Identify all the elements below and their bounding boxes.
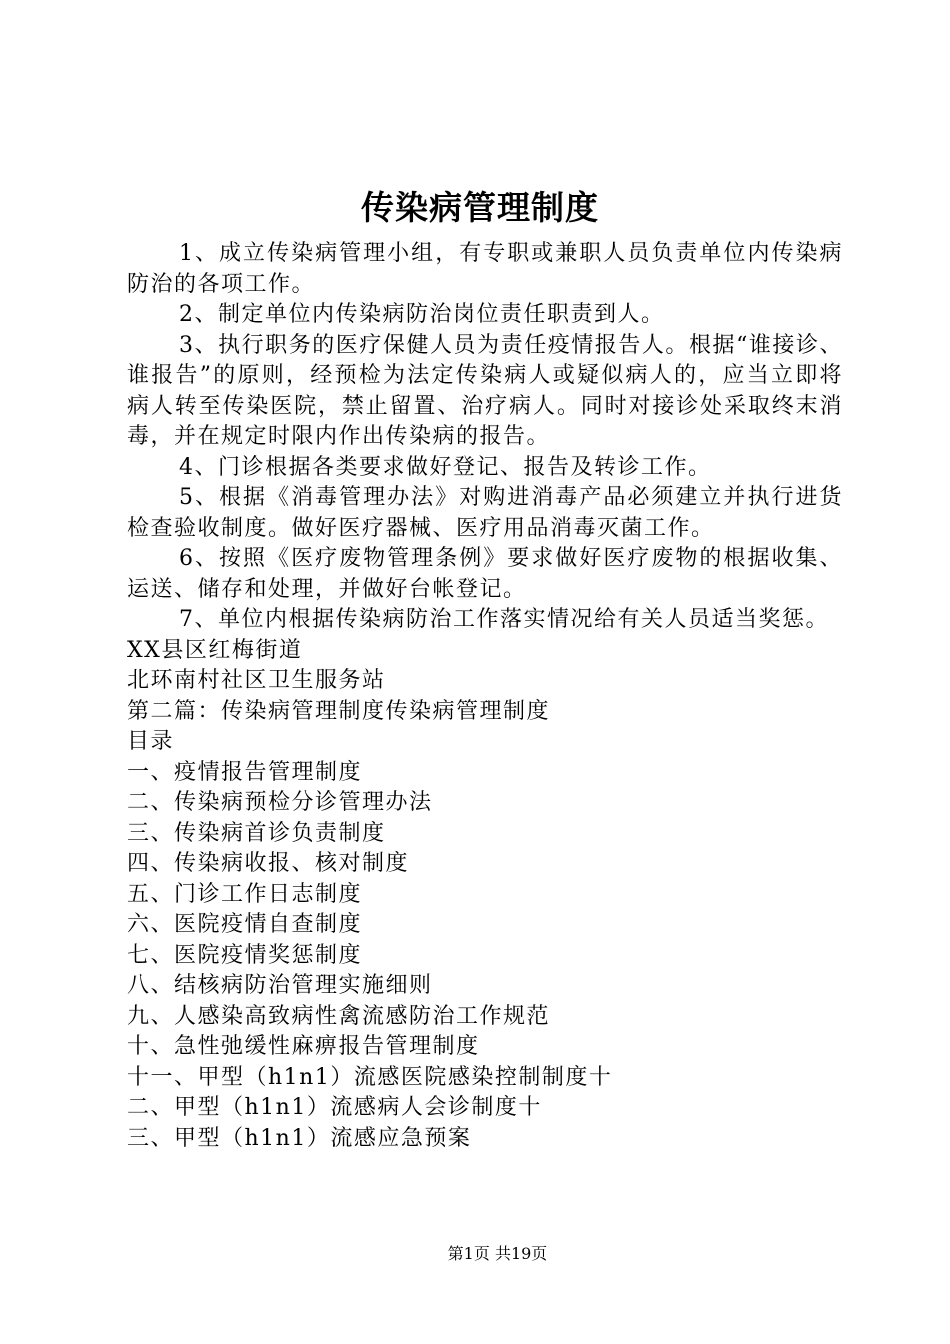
paragraph-6: 6、按照《医疗废物管理条例》要求做好医疗废物的根据收集、运送、储存和处理，并做好台帐登记。 xyxy=(127,546,843,602)
toc-item: 十一、甲型（h1n1）流感医院感染控制制度十 xyxy=(127,1064,613,1090)
signature-district: XX县区红梅街道 xyxy=(127,637,303,663)
toc-item: 十、急性弛缓性麻痹报告管理制度 xyxy=(127,1034,480,1059)
chapter-two-heading: 第二篇：传染病管理制度传染病管理制度 xyxy=(127,698,551,724)
toc-item: 六、医院疫情自查制度 xyxy=(127,912,363,937)
toc-item: 四、传染病收报、核对制度 xyxy=(127,851,410,876)
paragraph-2: 2、制定单位内传染病防治岗位责任职责到人。 xyxy=(179,302,665,327)
page-number-footer: 第1页 共19页 xyxy=(447,1244,548,1263)
paragraph-7: 7、单位内根据传染病防治工作落实情况给有关人员适当奖惩。 xyxy=(179,607,829,632)
toc-heading: 目录 xyxy=(127,729,175,754)
toc-item: 二、甲型（h1n1）流感病人会诊制度十 xyxy=(127,1095,542,1120)
toc-item: 二、传染病预检分诊管理办法 xyxy=(127,790,433,815)
paragraph-4: 4、门诊根据各类要求做好登记、报告及转诊工作。 xyxy=(179,454,712,480)
document-body xyxy=(127,239,843,1154)
toc-item: 三、传染病首诊负责制度 xyxy=(127,820,386,846)
toc-item: 九、人感染高致病性禽流感防治工作规范 xyxy=(127,1003,551,1029)
paragraph-5: 5、根据《消毒管理办法》对购进消毒产品必须建立并执行进货检查验收制度。做好医疗器械、医疗用品消毒灭菌工作。 xyxy=(127,485,843,541)
toc-item: 三、甲型（h1n1）流感应急预案 xyxy=(127,1125,472,1151)
toc-item: 七、医院疫情奖惩制度 xyxy=(127,942,363,968)
paragraph-3: 3、执行职务的医疗保健人员为责任疫情报告人。根据“谁接诊、谁报告”的原则，经预检为法定传染病人或疑似病人的，应当立即将病人转至传染医院，禁止留置、治疗病人。同时对接诊处采取终末消毒，并在规定时限内作出传染病的报告。 xyxy=(127,332,843,449)
toc-item: 五、门诊工作日志制度 xyxy=(127,881,363,907)
toc-item: 一、疫情报告管理制度 xyxy=(127,759,363,785)
document-title: 传染病管理制度 xyxy=(361,188,599,227)
toc-item: 八、结核病防治管理实施细则 xyxy=(127,973,433,998)
paragraph-1: 1、成立传染病管理小组，有专职或兼职人员负责单位内传染病防治的各项工作。 xyxy=(127,241,843,297)
signature-station: 北环南村社区卫生服务站 xyxy=(127,668,386,693)
